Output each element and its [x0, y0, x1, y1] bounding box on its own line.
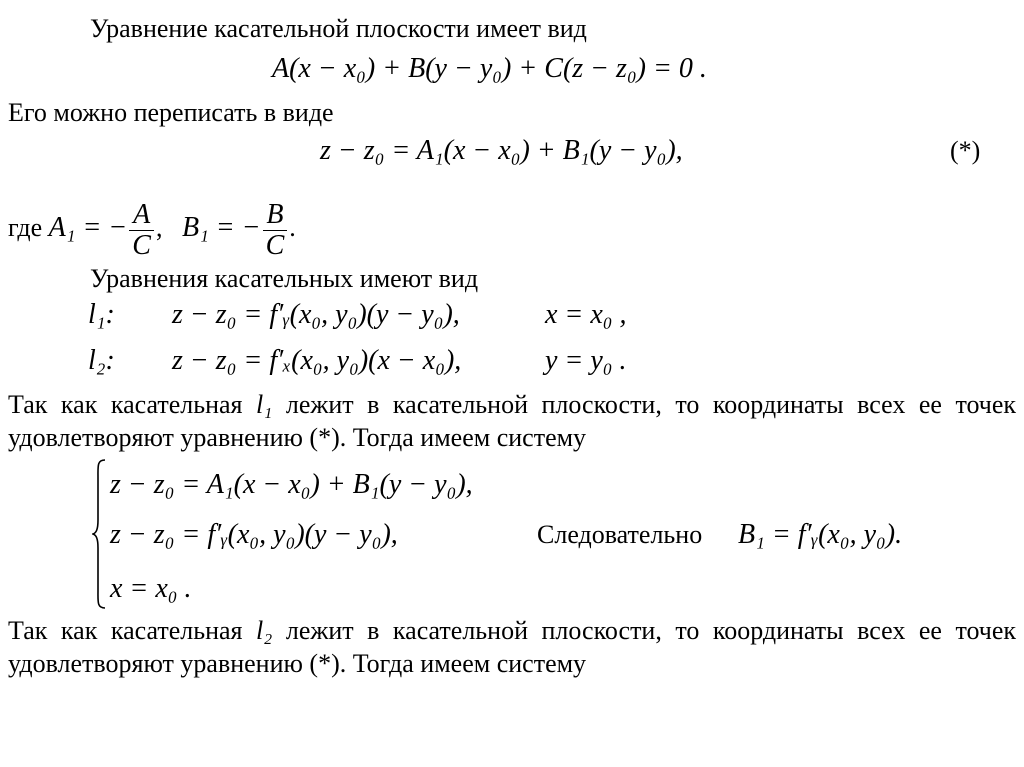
a1-denominator: C	[132, 229, 151, 261]
b1-lhs: B₁ = −	[181, 212, 261, 243]
a1-lhs: A₁ = −	[48, 212, 128, 243]
where-text: где	[8, 213, 43, 242]
conclusion-text: Следовательно	[537, 520, 703, 549]
a1-fraction	[129, 200, 154, 261]
a1-numerator: A	[129, 200, 154, 231]
paragraph-2-after: лежит в касательной плоскости, то координаты всех ее точек удовлетворяют уравнению (*). Тогда имеем систему	[8, 616, 1017, 678]
system-row-3: x = x₀ .	[110, 573, 192, 604]
system-row-2: z − z₀ = f′ᵧ(x₀, y₀)(y − y₀),	[110, 519, 398, 550]
b1-denominator: C	[265, 229, 285, 261]
paragraph-1-after: лежит в касательной плоскости, то координаты всех ее точек удовлетворяют уравнению (*). Тогда имеем систему	[8, 390, 1017, 452]
b1-end: .	[289, 213, 296, 242]
paragraph-1	[8, 388, 1016, 454]
l1-equation: z − z₀ = f′ᵧ(x₀, y₀)(y − y₀),	[172, 299, 460, 330]
l1-label: l₁:	[88, 299, 115, 330]
paragraph-1-var: l₁	[256, 390, 273, 419]
tangent-plane-equation: A(x − x₀) + B(y − y₀) + C(z − z₀) = 0 .	[272, 53, 707, 84]
system-row-1: z − z₀ = A₁(x − x₀) + B₁(y − y₀),	[110, 469, 473, 500]
paragraph-2-var: l₂	[256, 616, 273, 645]
equation-star: z − z₀ = A₁(x − x₀) + B₁(y − y₀),	[320, 135, 683, 166]
l2-label: l₂:	[88, 345, 115, 376]
paragraph-1-before: Так как касательная	[8, 390, 243, 419]
paragraph-2-before: Так как касательная	[8, 616, 243, 645]
l1-condition: x = x₀ ,	[545, 299, 627, 330]
b1-numerator: B	[263, 200, 288, 231]
where-definitions	[8, 198, 296, 268]
equation-star-label: (*)	[950, 136, 981, 165]
rewrite-text: Его можно переписать в виде	[8, 98, 334, 127]
conclusion-equation: B₁ = f′ᵧ(x₀, y₀).	[738, 519, 903, 550]
paragraph-2	[8, 614, 1016, 680]
a1-separator: ,	[155, 213, 163, 242]
tangents-text: Уравнения касательных имеют вид	[90, 264, 479, 293]
system-brace	[92, 458, 106, 610]
b1-fraction	[263, 200, 288, 261]
intro-text: Уравнение касательной плоскости имеет вид	[90, 14, 587, 43]
l2-equation: z − z₀ = f′ₓ(x₀, y₀)(x − x₀),	[172, 345, 462, 376]
l2-condition: y = y₀ .	[545, 345, 627, 376]
